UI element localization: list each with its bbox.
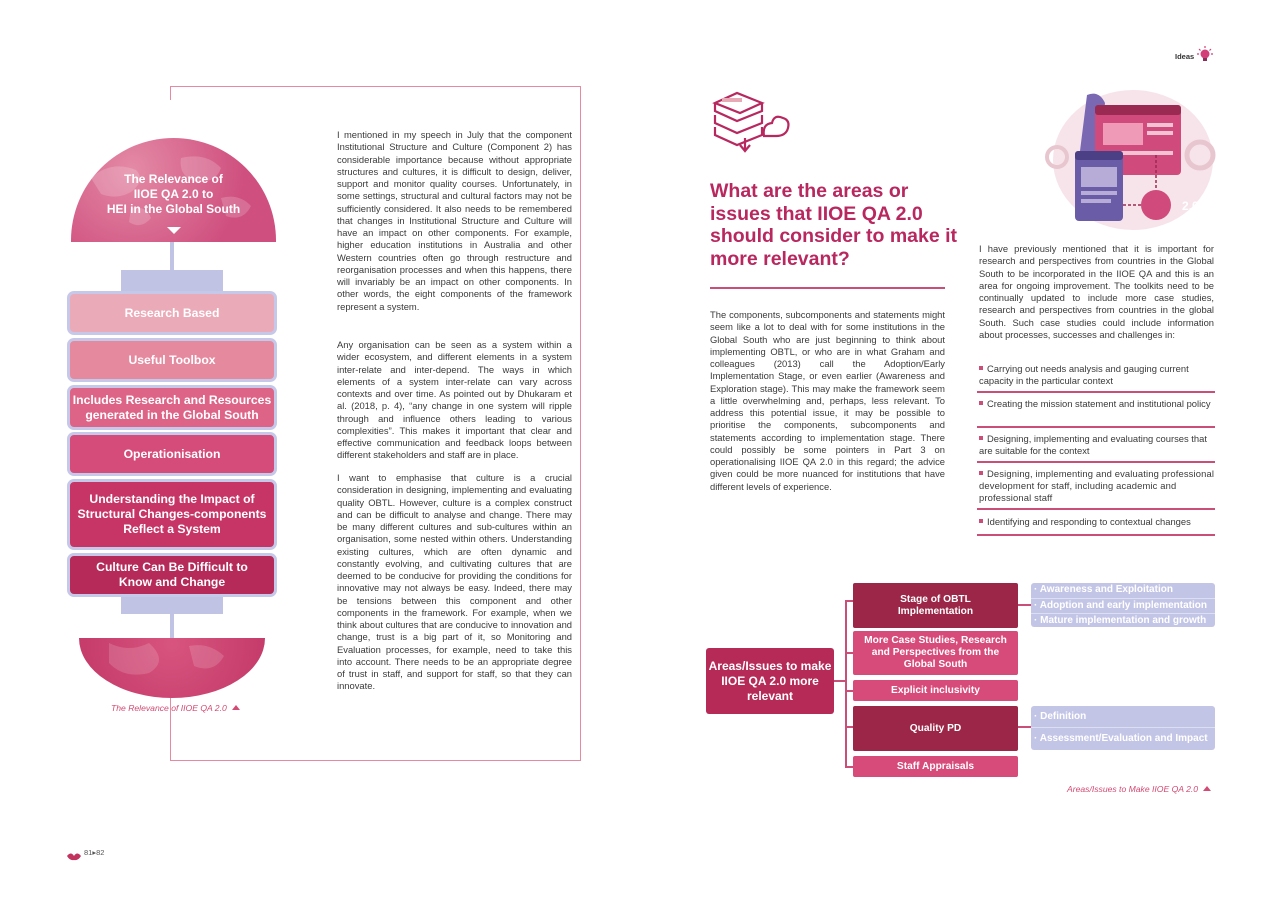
relevance-caption-text: The Relevance of IIOE QA 2.0 xyxy=(111,703,227,713)
relevance-item-label: Culture Can Be Difficult to Know and Change xyxy=(96,560,248,589)
bullet-item xyxy=(979,433,1215,457)
connector-line xyxy=(1018,726,1031,728)
bullet-square-icon xyxy=(979,401,983,405)
relevance-item xyxy=(67,553,277,597)
areas-branch-label: Stage of OBTL Implementation xyxy=(897,593,974,617)
areas-branch-label: More Case Studies, Research and Perspectives from the Global South xyxy=(864,635,1007,670)
bullet-item xyxy=(979,516,1215,528)
bullet-square-icon xyxy=(979,436,983,440)
relevance-item-label: Useful Toolbox xyxy=(128,352,216,367)
screens-illustration xyxy=(1035,85,1220,240)
connector-line xyxy=(845,600,853,602)
areas-detail-text: Assessment/Evaluation and Impact xyxy=(1039,733,1208,744)
areas-detail-box xyxy=(1031,583,1215,627)
illustration-badge: 2.0 xyxy=(1182,199,1199,213)
bullet-divider xyxy=(977,461,1215,463)
right-column-1-text: The components, subcomponents and statements might seem like a lot to deal with for some institutions in the Global South who are just beginning to think about implementing OBTL, or who are in what Graham and colleagues (2013) call the Adoption/Early Implementation Stage, or even earlier (Awareness and Exploration stage). This may make the framework seem a little overwhelming and, perhaps, less relevant. To address this potential issue, it may be possible to prioritise the components, subcomponents and statements according to implementation stage. There could possibly be some pointers in Part 3 on operationalising IIOE QA 2.0 in this regard; the advice given could be more nuanced for institutions that have different levels of experience. xyxy=(710,309,945,492)
bullet-divider xyxy=(977,391,1215,393)
bullet-text: Creating the mission statement and institutional policy xyxy=(987,398,1211,409)
bullet-item xyxy=(979,363,1215,387)
relevance-title xyxy=(71,172,276,217)
connector-line xyxy=(1018,604,1031,606)
relevance-item-label: Operationisation xyxy=(123,446,221,461)
relevance-item-label: Understanding the Impact of Structural Changes-components Reflect a System xyxy=(77,492,267,536)
bullet-text: Designing, implementing and evaluating courses that are suitable for the context xyxy=(979,433,1207,456)
areas-branch-label: Staff Appraisals xyxy=(896,760,975,772)
body-paragraph-1: I mentioned in my speech in July that the component Institutional Structure and Culture (Component 2) has considerable importance because without appropriate structures and cultures, it is difficult to design, deliver, support and monitor quality courses. Unfortunately, in some settings, structural and cultural factors may not be sufficiently considered. It also needs to be remembered that changes in Institutional Structure and Culture will have an impact on other components. For example, higher education institutions in Australia and other Western countries often go through restructure and reorganisation processes and when this happens, there will invariably be an impact on other components. In other words, the eight components of the framework represent a system. xyxy=(337,129,572,312)
bullet-divider xyxy=(977,508,1215,510)
areas-detail-item: · Adoption and early implementation xyxy=(1031,599,1215,615)
areas-branch-box xyxy=(853,756,1018,777)
areas-detail-item: · Mature implementation and growth xyxy=(1034,615,1207,626)
connector-line xyxy=(845,690,853,692)
lightbulb-icon xyxy=(1197,46,1213,69)
areas-branch-box xyxy=(853,583,1018,628)
areas-caption xyxy=(1067,784,1211,794)
connector-line xyxy=(845,726,853,728)
areas-branch-box xyxy=(853,680,1018,701)
areas-main-label: Areas/Issues to make IIOE QA 2.0 more relevant xyxy=(708,658,832,703)
connector-line xyxy=(845,652,853,654)
areas-main-box xyxy=(706,648,834,714)
relevance-item-label: Includes Research and Resources generated in the Global South xyxy=(72,392,272,422)
connector-line xyxy=(845,600,847,768)
relevance-title-text: The Relevance of IIOE QA 2.0 to HEI in the Global South xyxy=(106,172,241,216)
relevance-item xyxy=(67,338,277,382)
book-logo-icon xyxy=(66,848,82,866)
bullet-square-icon xyxy=(979,471,983,475)
areas-branch-label: Explicit inclusivity xyxy=(891,684,980,696)
caret-up-icon xyxy=(1203,786,1211,791)
areas-detail-item: · Awareness and Exploitation xyxy=(1031,583,1215,599)
books-icon xyxy=(712,90,790,161)
relevance-item xyxy=(67,479,277,550)
areas-detail-text: Definition xyxy=(1040,711,1087,722)
areas-detail-item: · Definition xyxy=(1031,706,1215,728)
areas-detail-text: Mature implementation and growth xyxy=(1040,615,1207,626)
bullet-divider xyxy=(977,534,1215,536)
areas-branch-box xyxy=(853,631,1018,675)
relevance-item xyxy=(67,291,277,335)
right-column-2-text: I have previously mentioned that it is important for research and perspectives from countries in the Global South to be incorporated in the IIOE QA and this is an area for ongoing improvement. The toolkits need to be continually updated to include more case studies, research and perspectives from countries in the global South. Such case studies could include information about processes, successes and challenges in: xyxy=(979,243,1214,340)
relevance-item xyxy=(67,432,277,476)
body-paragraph-3: I want to emphasise that culture is a crucial consideration in designing, implementing and evaluating quality OBTL. However, culture is a complex construct and can be difficult to analyse and change. There may be many different cultures and sub-cultures within an organisation, some nested within others. Understanding existing cultures, which are often dynamic and constantly evolving, and cultivating cultures that are deemed to be conducive for providing the conditions for innovative may not always be easy. Indeed, there may be tensions between this component and other components in the framework. For example, when we think about cultures that are conducive to innovation and change, trust is a big part of it, so Monitoring and Evaluation processes, for example, need to take this into account. There needs to be an appropriate degree of trust in staff, and support for staff, so that they can innovate. xyxy=(337,472,572,692)
world-map-bottom-icon xyxy=(79,638,265,698)
chevron-down-icon xyxy=(167,227,181,234)
body-paragraph-2: Any organisation can be seen as a system within a wider ecosystem, and different elements in a system inter-relate and inter-depend. The ways in which elements of a system inter-relate can vary across contexts and over time. As pointed out by Dhukaram et al. (2018, p. 4), “any change in one system will ripple through and influence others leading to various complexities”. This makes it important that clear and effective communication and feedback loops between different stakeholders and staff are in place. xyxy=(337,339,572,461)
bullet-divider xyxy=(977,426,1215,428)
relevance-item-label: Research Based xyxy=(124,305,220,320)
connector-line xyxy=(845,766,853,768)
areas-caption-text: Areas/Issues to Make IIOE QA 2.0 xyxy=(1067,784,1199,794)
bullet-square-icon xyxy=(979,519,983,523)
heading-rule xyxy=(710,287,945,289)
relevance-dome-bottom xyxy=(79,638,265,698)
bullet-text: Designing, implementing and evaluating professional development for staff, including academic and professional staff xyxy=(979,468,1215,503)
relevance-dome-top xyxy=(71,138,276,242)
bullet-text: Identifying and responding to contextual changes xyxy=(987,516,1191,527)
bullet-text: Carrying out needs analysis and gauging current capacity in the particular context xyxy=(979,363,1189,386)
areas-branch-box xyxy=(853,706,1018,751)
areas-detail-text: Awareness and Exploitation xyxy=(1039,584,1173,595)
areas-detail-text: Adoption and early implementation xyxy=(1039,599,1207,611)
relevance-caption xyxy=(111,703,240,713)
bullet-square-icon xyxy=(979,366,983,370)
bullet-item xyxy=(979,468,1215,504)
areas-detail-box xyxy=(1031,706,1215,750)
page-number: 81▸82 xyxy=(84,848,105,857)
section-label: Ideas xyxy=(1175,52,1195,61)
bullet-item xyxy=(979,398,1215,410)
caret-up-icon xyxy=(232,705,240,710)
page-heading: What are the areas or issues that IIOE QA 2.0 should consider to make it more relevant? xyxy=(710,180,958,270)
areas-branch-label: Quality PD xyxy=(909,722,962,734)
relevance-item xyxy=(67,385,277,430)
areas-detail-item: · Assessment/Evaluation and Impact xyxy=(1034,733,1208,744)
